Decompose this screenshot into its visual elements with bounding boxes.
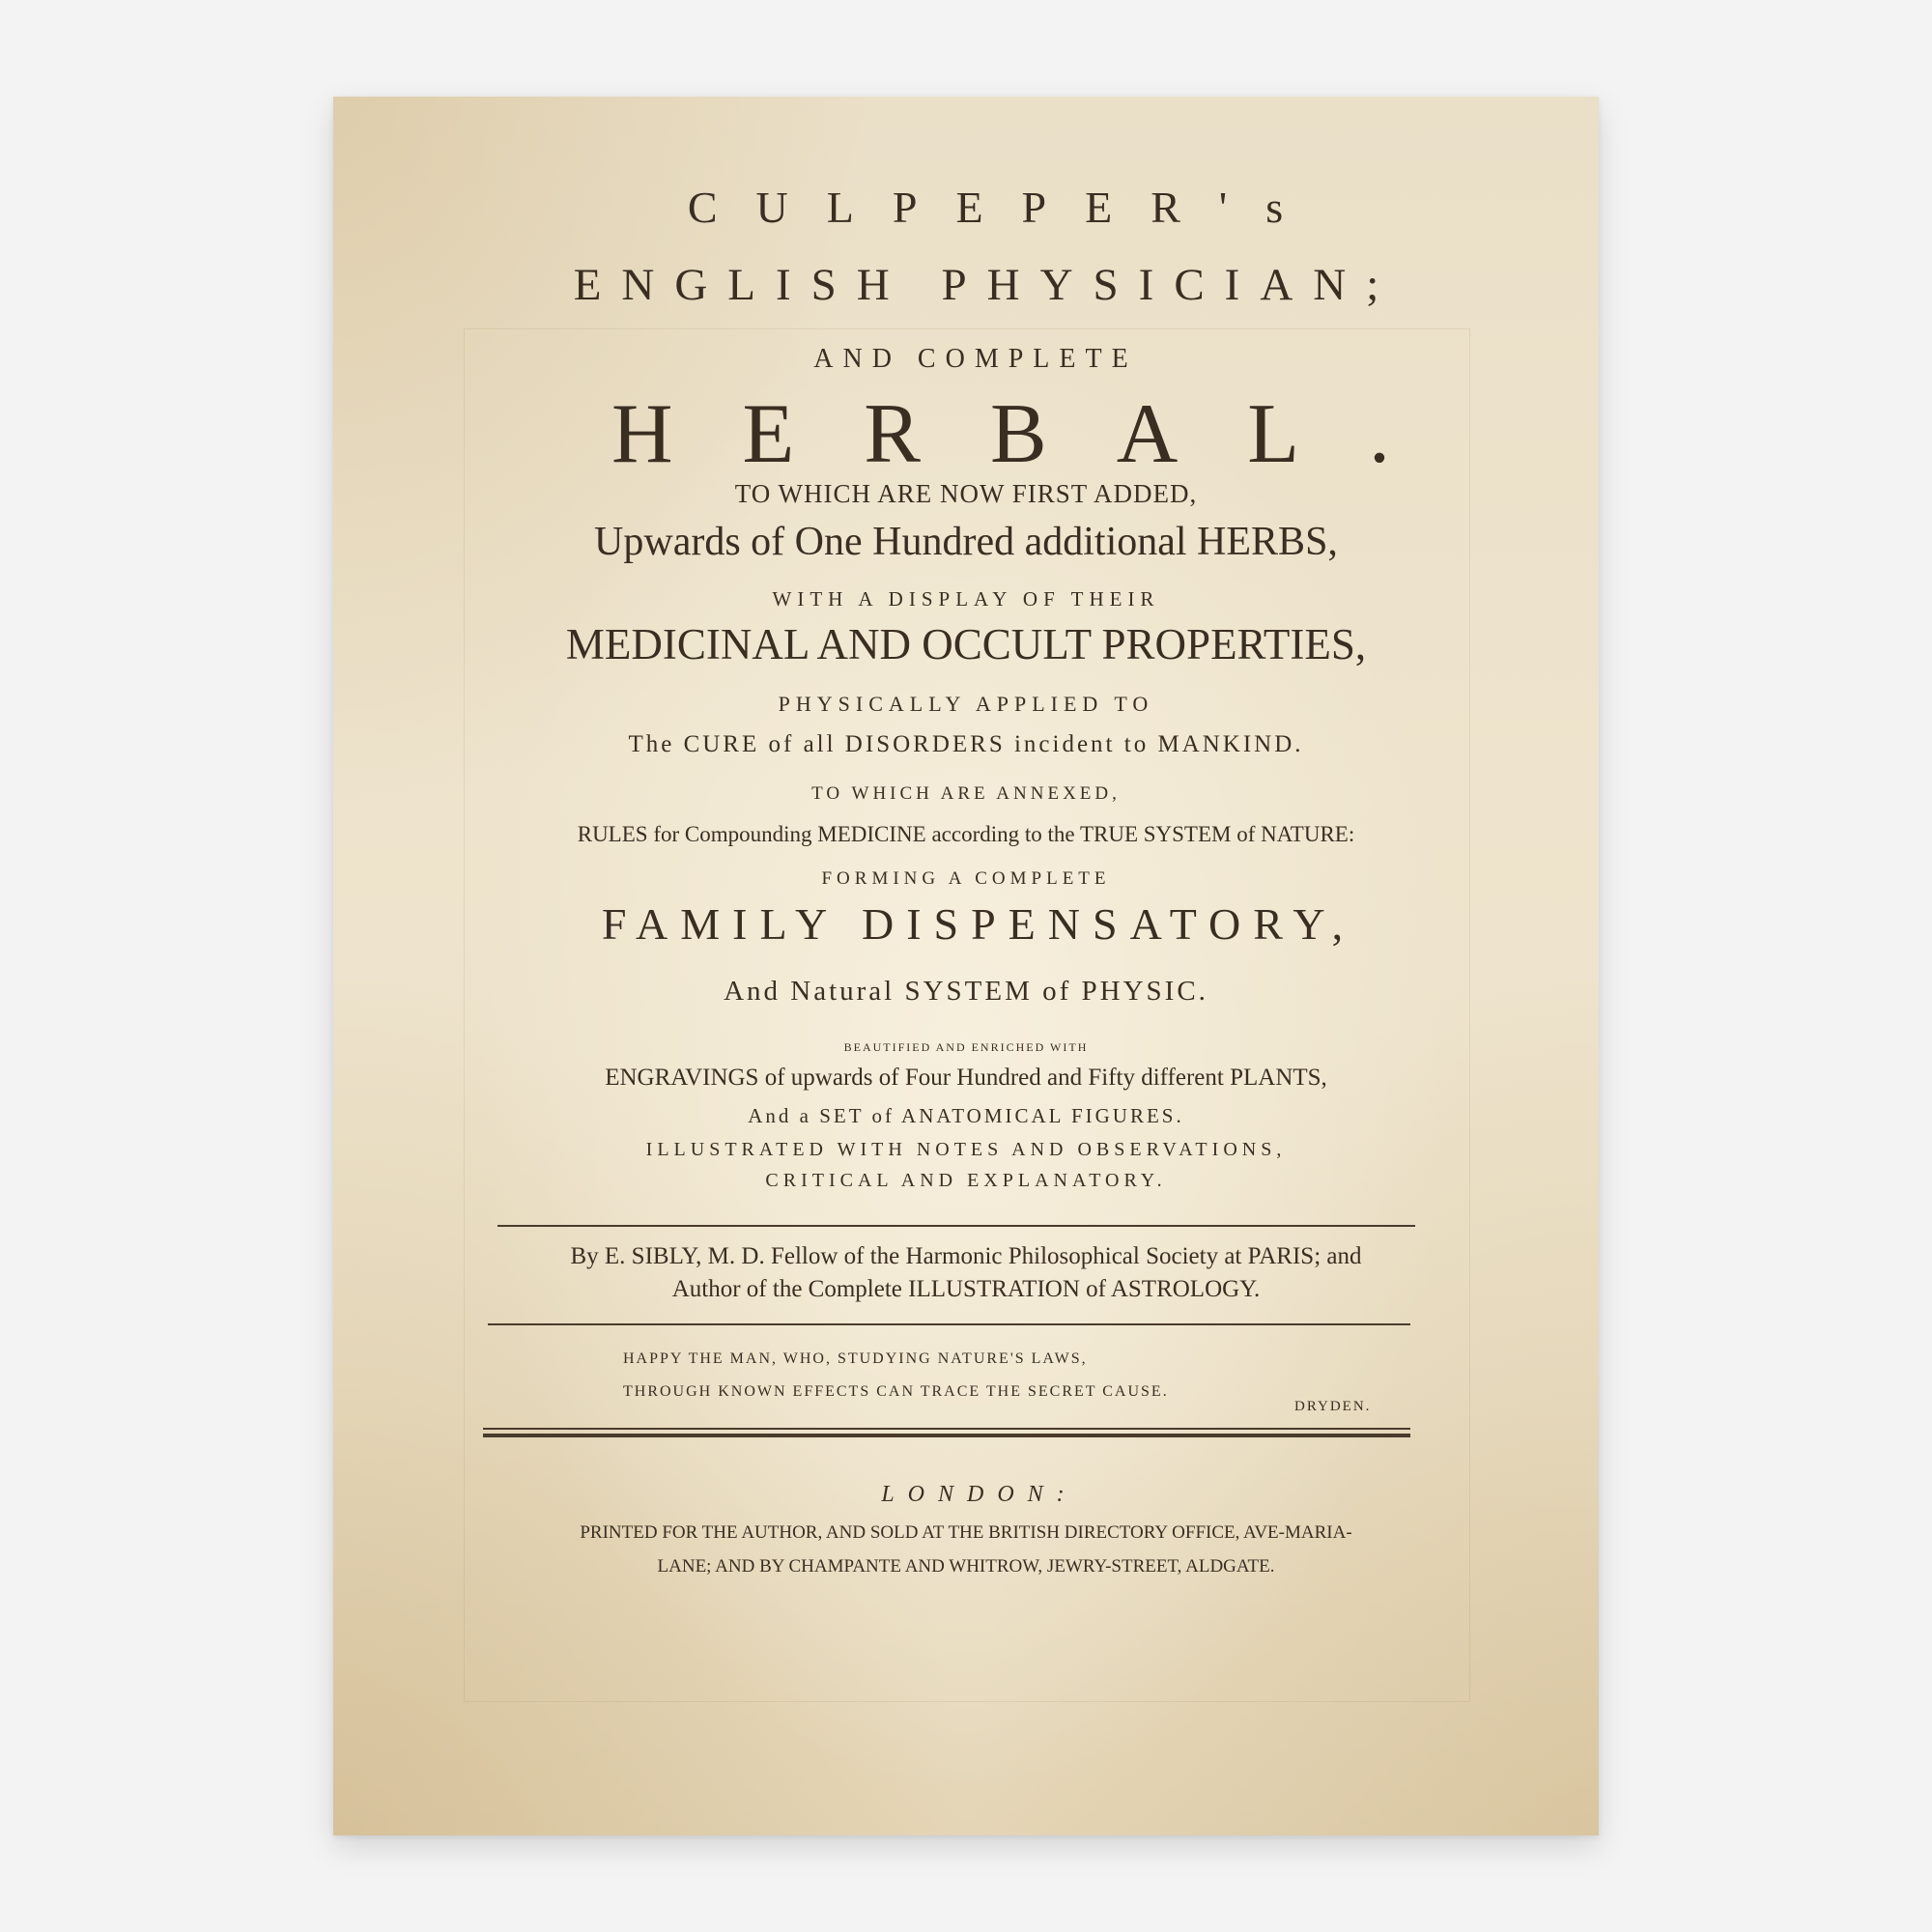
author-heading: CULPEPER's (687, 183, 1322, 232)
added-intro: TO WHICH ARE NOW FIRST ADDED, (734, 479, 1198, 508)
engravings-line: ENGRAVINGS of upwards of Four Hundred and Fifty different PLANTS, (605, 1065, 1327, 1091)
title-english-physician: ENGLISH PHYSICIAN; (573, 260, 1400, 310)
dispensatory-line: FAMILY DISPENSATORY, (601, 899, 1356, 949)
forming-intro: FORMING A COMPLETE (821, 868, 1111, 889)
annexed-intro: TO WHICH ARE ANNEXED, (811, 783, 1121, 804)
beautified-intro: BEAUTIFIED AND ENRICHED WITH (843, 1040, 1089, 1054)
imprint-line1: PRINTED FOR THE AUTHOR, AND SOLD AT THE BRITISH DIRECTORY OFFICE, AVE-MARIA- (580, 1522, 1352, 1543)
byline-line2: Author of the Complete ILLUSTRATION of ASTROLOGY. (671, 1276, 1261, 1302)
properties-line: MEDICINAL AND OCCULT PROPERTIES, (565, 620, 1367, 668)
illustrated-line: ILLUSTRATED WITH NOTES AND OBSERVATIONS, (645, 1139, 1287, 1160)
title-page (333, 97, 1599, 1835)
display-intro: WITH A DISPLAY OF THEIR (772, 587, 1160, 611)
anatomical-line: And a SET of ANATOMICAL FIGURES. (748, 1104, 1184, 1127)
epigraph-line2: THROUGH KNOWN EFFECTS CAN TRACE THE SECRET CAUSE. (623, 1383, 1169, 1400)
rules-line: RULES for Compounding MEDICINE according to the TRUE SYSTEM of NATURE: (577, 822, 1355, 846)
epigraph-line1: HAPPY THE MAN, WHO, STUDYING NATURE'S LAWS, (623, 1350, 1088, 1367)
critical-line: CRITICAL AND EXPLANATORY. (765, 1170, 1167, 1191)
physic-line: And Natural SYSTEM of PHYSIC. (724, 976, 1208, 1007)
cure-line: The CURE of all DISORDERS incident to MANKIND. (628, 731, 1304, 757)
title-and-complete: AND COMPLETE (813, 344, 1138, 374)
title-herbal: HERBAL. (611, 387, 1460, 481)
applied-intro: PHYSICALLY APPLIED TO (778, 692, 1154, 716)
byline-line1: By E. SIBLY, M. D. Fellow of the Harmonic Philosophical Society at PARIS; and (570, 1243, 1362, 1269)
imprint-line2: LANE; AND BY CHAMPANTE AND WHITROW, JEWRY-STREET, ALDGATE. (657, 1556, 1275, 1577)
double-rule-thin (483, 1428, 1410, 1430)
epigraph-attribution: DRYDEN. (1294, 1399, 1372, 1414)
place-of-publication: LONDON: (881, 1482, 1078, 1507)
added-herbs-line: Upwards of One Hundred additional HERBS, (594, 520, 1338, 564)
double-rule-thick (483, 1434, 1410, 1437)
rule-above-byline (497, 1225, 1415, 1227)
rule-below-byline (488, 1323, 1410, 1325)
